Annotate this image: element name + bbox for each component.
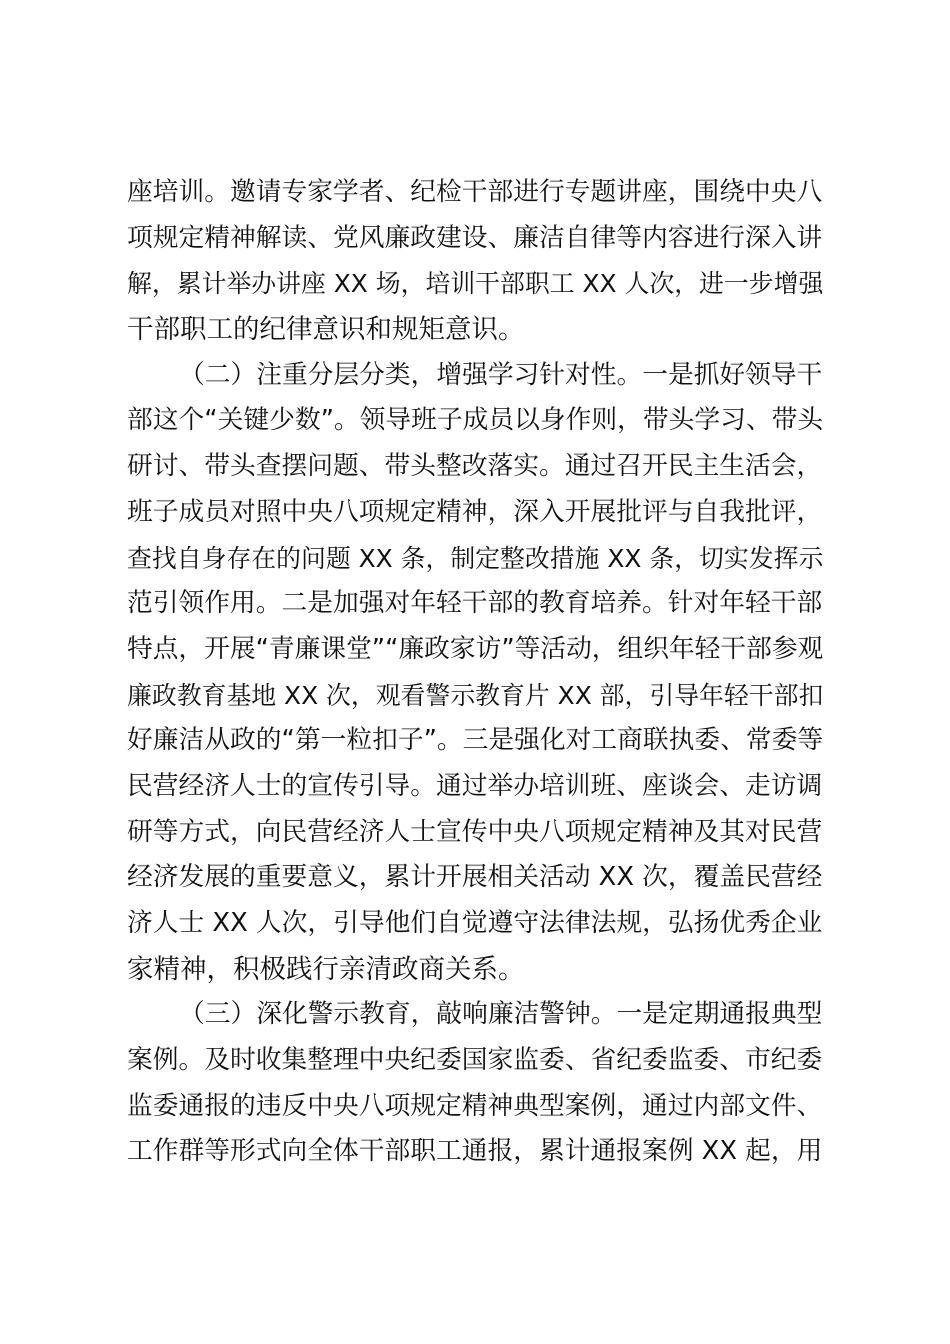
text-line: 班子成员对照中央八项规定精神，深入开展批评与自我批评， xyxy=(127,496,823,527)
text-line: 项规定精神解读、党风廉政建设、廉洁自律等内容进行深入讲 xyxy=(127,222,823,253)
text-line: 监委通报的违反中央八项规定精神典型案例，通过内部文件、 xyxy=(127,1090,823,1121)
text-line: 部这个“关键少数”。领导班子成员以身作则，带头学习、带头 xyxy=(127,405,824,436)
text-line: 特点，开展“青廉课堂”“廉政家访”等活动，组织年轻干部参观 xyxy=(127,633,824,664)
text-line: 好廉洁从政的“第一粒扣子”。三是强化对工商联执委、常委等 xyxy=(127,725,824,756)
paragraph-heading-line: （二）注重分层分类，增强学习针对性。一是抓好领导干 xyxy=(179,359,823,390)
text-line: 查找自身存在的问题 XX 条，制定整改措施 XX 条，切实发挥示 xyxy=(127,543,824,573)
text-line: 范引领作用。二是加强对年轻干部的教育培养。针对年轻干部 xyxy=(127,588,823,619)
text-line: 家精神，积极践行亲清政商关系。 xyxy=(127,953,525,985)
document-body xyxy=(127,170,823,1175)
text-line: 经济发展的重要意义，累计开展相关活动 XX 次，覆盖民营经 xyxy=(127,862,823,893)
text-line: 工作群等形式向全体干部职工通报，累计通报案例 XX 起，用 xyxy=(127,1136,823,1167)
text-line: 解，累计举办讲座 XX 场，培训干部职工 XX 人次，进一步增强 xyxy=(127,269,824,299)
text-line: 座培训。邀请专家学者、纪检干部进行专题讲座，围绕中央八 xyxy=(127,177,823,207)
text-line: 研讨、带头查摆问题、带头整改落实。通过召开民主生活会， xyxy=(127,451,823,482)
text-line: 廉政教育基地 XX 次，观看警示教育片 XX 部，引导年轻干部扣 xyxy=(127,680,824,710)
text-line: 民营经济人士的宣传引导。通过举办培训班、座谈会、走访调 xyxy=(127,770,823,801)
text-line: 研等方式，向民营经济人士宣传中央八项规定精神及其对民营 xyxy=(127,816,823,847)
paragraph-heading-line: （三）深化警示教育，敲响廉洁警钟。一是定期通报典型 xyxy=(179,999,823,1030)
text-line: 案例。及时收集整理中央纪委国家监委、省纪委监委、市纪委 xyxy=(127,1045,823,1076)
text-line: 干部职工的纪律意识和规矩意识。 xyxy=(127,314,525,346)
text-line: 济人士 XX 人次，引导他们自觉遵守法律法规，弘扬优秀企业 xyxy=(127,908,823,938)
